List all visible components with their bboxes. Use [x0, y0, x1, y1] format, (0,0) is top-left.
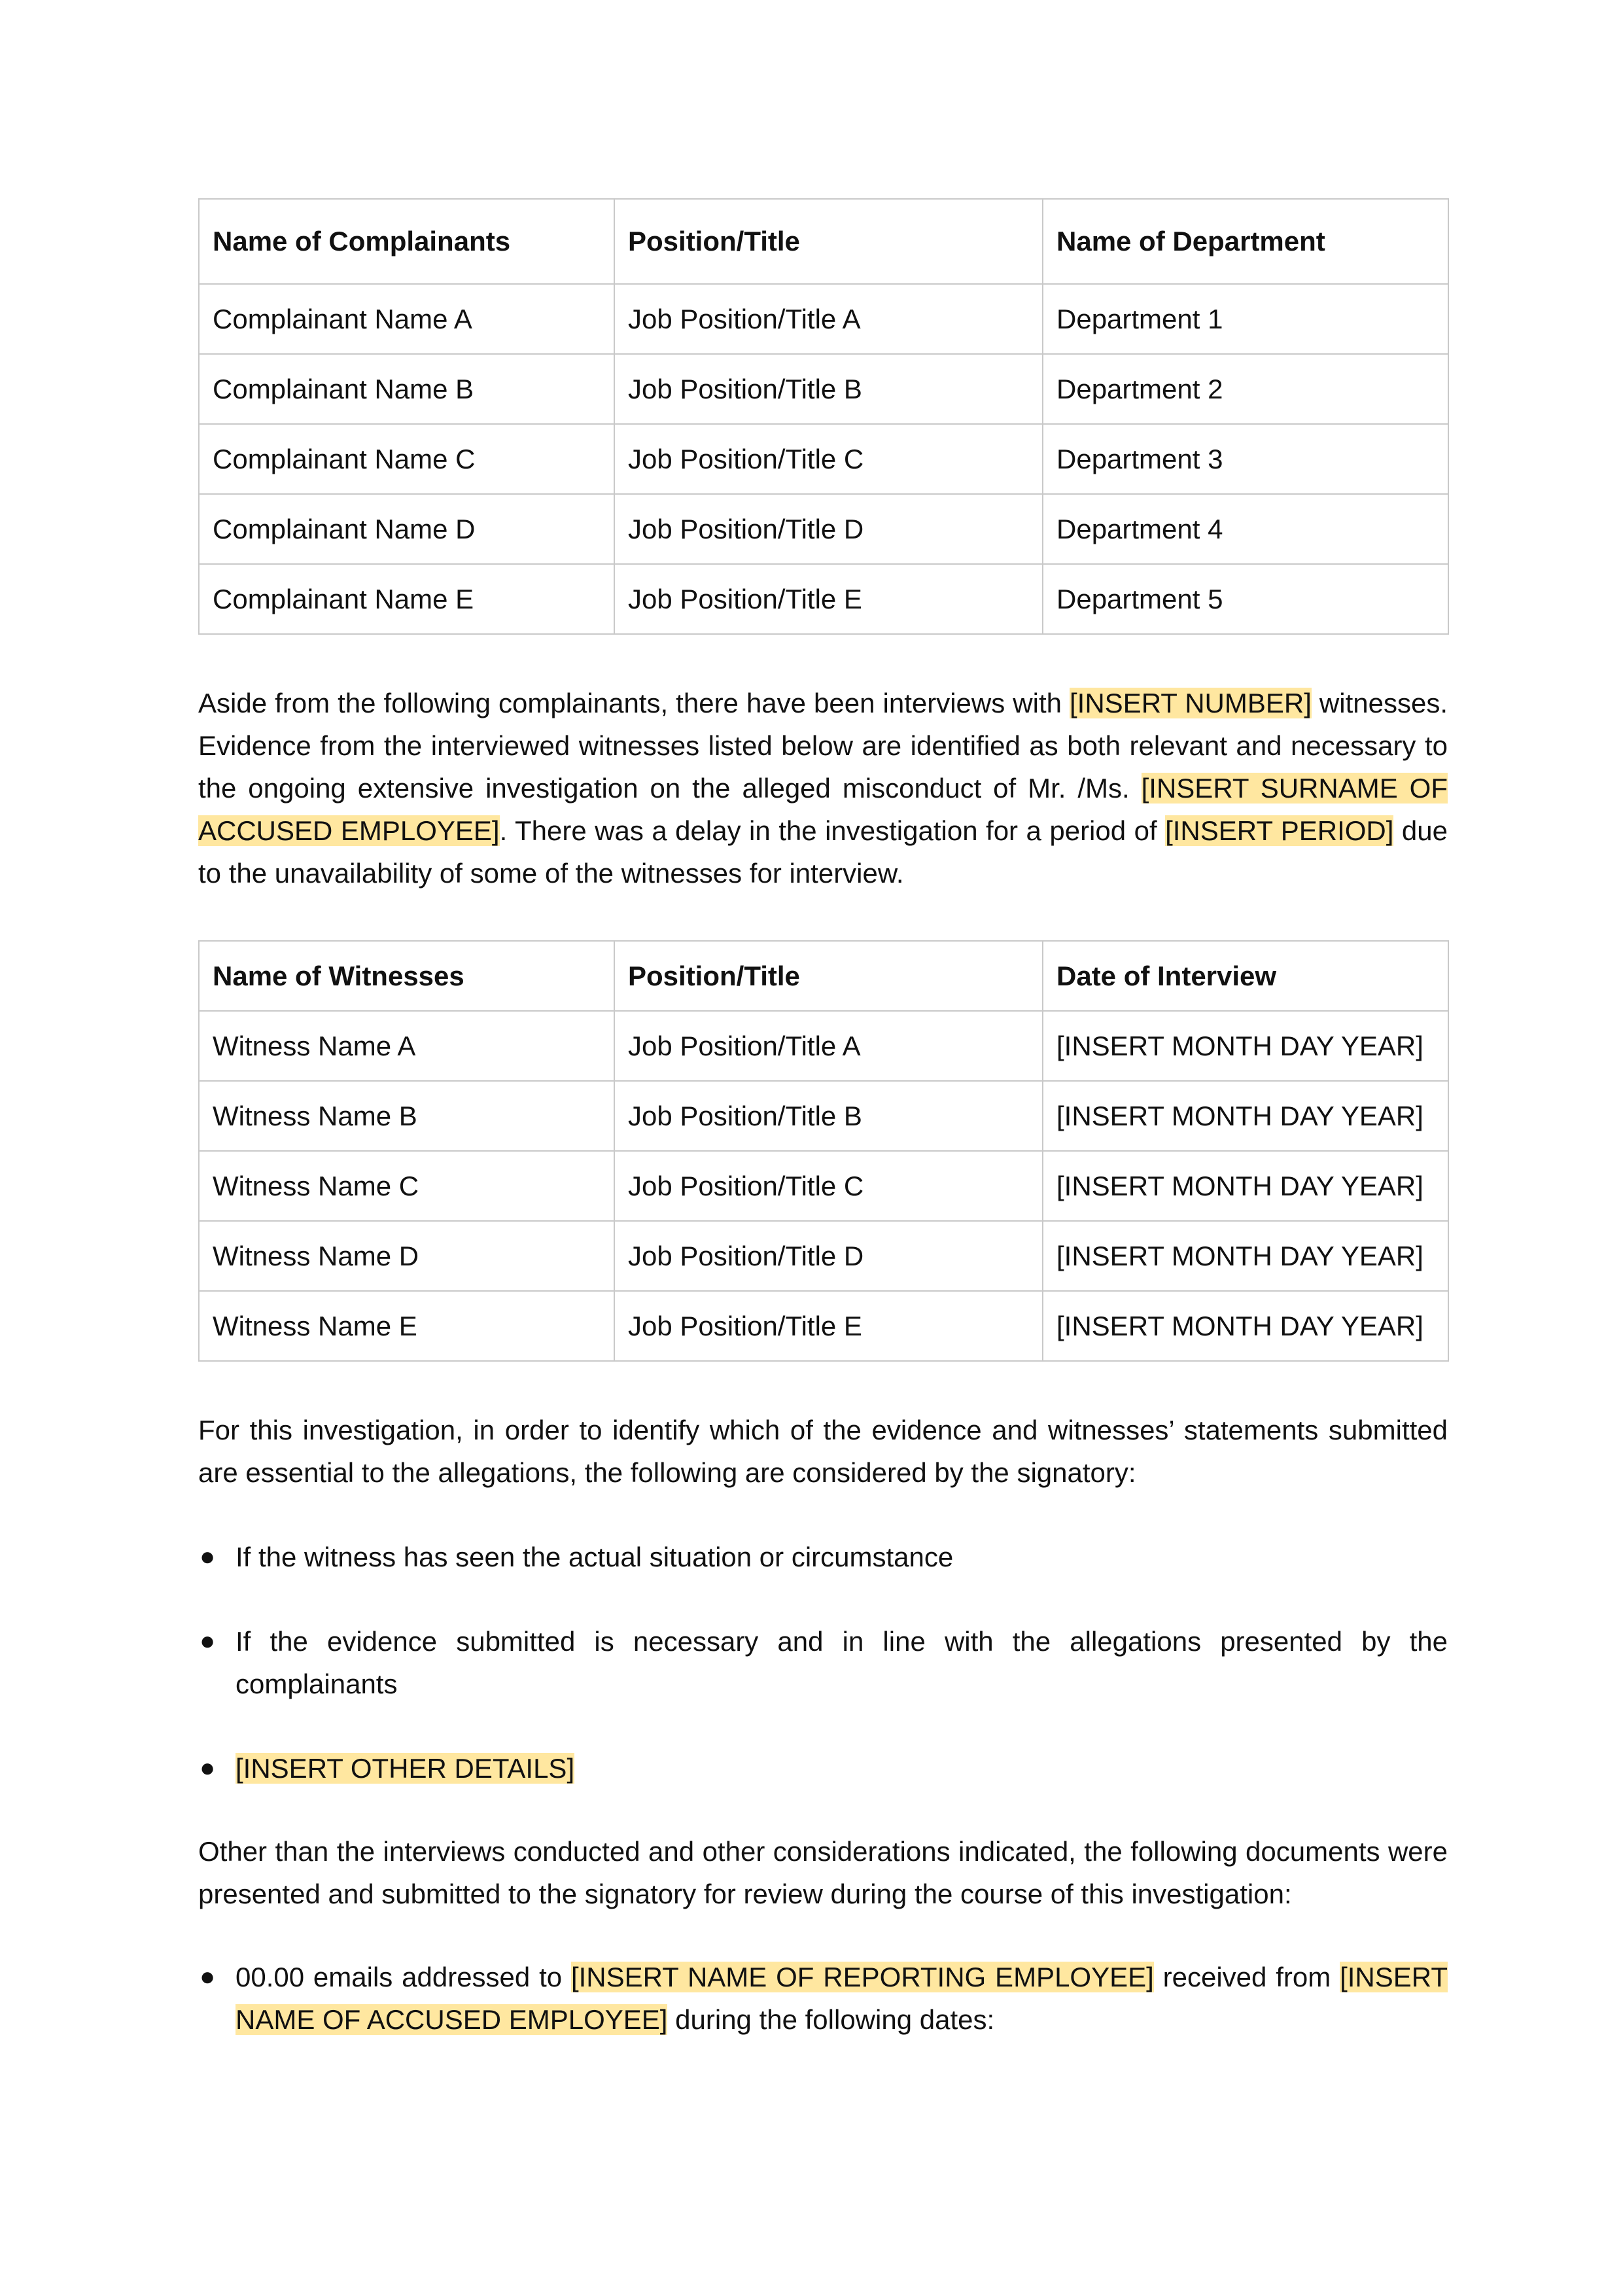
page-content [198, 198, 1448, 2041]
list-item-text: If the witness has seen the actual situation or circumstance [236, 1542, 954, 1572]
position-cell: Job Position/Title C [614, 424, 1043, 494]
witness-name-cell: Witness Name B [199, 1081, 614, 1151]
interview-date-cell: [INSERT MONTH DAY YEAR] [1043, 1081, 1448, 1151]
table-row [199, 1151, 1448, 1221]
department-cell: Department 3 [1043, 424, 1448, 494]
department-cell: Department 4 [1043, 494, 1448, 564]
placeholder-insert-number: [INSERT NUMBER] [1070, 688, 1312, 718]
header-date-of-interview: Date of Interview [1043, 941, 1448, 1011]
table-row [199, 284, 1448, 354]
header-position-title: Position/Title [614, 199, 1043, 284]
bullet-icon: ● [200, 1754, 216, 1782]
interview-date-cell: [INSERT MONTH DAY YEAR] [1043, 1291, 1448, 1361]
position-cell: Job Position/Title B [614, 354, 1043, 424]
table-row [199, 1291, 1448, 1361]
list-item-text: during the following dates: [667, 2004, 995, 2035]
witness-interview-paragraph [198, 682, 1448, 894]
table-row [199, 1221, 1448, 1291]
paragraph-text: witnesses. Evidence from the interviewed witnesses listed below are identified as both relevant and necessary to the ongoing extensive investigation on the alleged misconduct of Mr. /Ms. [198, 688, 1448, 804]
department-cell: Department 1 [1043, 284, 1448, 354]
list-item-text: If the evidence submitted is necessary and in line with the allegations presented by the complainants [236, 1626, 1448, 1699]
bullet-icon: ● [200, 1542, 216, 1571]
paragraph-text: . There was a delay in the investigation for a period of [499, 815, 1166, 846]
list-item [198, 1956, 1448, 2041]
placeholder-reporting-employee: [INSERT NAME OF REPORTING EMPLOYEE] [570, 1962, 1154, 1992]
witness-name-cell: Witness Name C [199, 1151, 614, 1221]
header-name-of-witnesses: Name of Witnesses [199, 941, 614, 1011]
complainant-name-cell: Complainant Name D [199, 494, 614, 564]
list-item [198, 1747, 1448, 1790]
witness-name-cell: Witness Name A [199, 1011, 614, 1081]
header-name-of-complainants: Name of Complainants [199, 199, 614, 284]
table-row [199, 1011, 1448, 1081]
table-row [199, 494, 1448, 564]
department-cell: Department 5 [1043, 564, 1448, 634]
complainant-name-cell: Complainant Name C [199, 424, 614, 494]
table-header-row [199, 199, 1448, 284]
table-row [199, 424, 1448, 494]
criteria-list [198, 1536, 1448, 1790]
interview-date-cell: [INSERT MONTH DAY YEAR] [1043, 1151, 1448, 1221]
position-cell: Job Position/Title E [614, 564, 1043, 634]
list-item [198, 1536, 1448, 1578]
position-cell: Job Position/Title D [614, 494, 1043, 564]
position-cell: Job Position/Title E [614, 1291, 1043, 1361]
placeholder-other-details: [INSERT OTHER DETAILS] [236, 1753, 575, 1784]
paragraph-text: due to the unavailability of some of the witnesses for interview. [198, 815, 1448, 889]
complainants-table [198, 198, 1449, 635]
paragraph-text: Aside from the following complainants, there have been interviews with [198, 688, 1070, 718]
header-name-of-department: Name of Department [1043, 199, 1448, 284]
table-row [199, 1081, 1448, 1151]
complainant-name-cell: Complainant Name A [199, 284, 614, 354]
documents-list [198, 1956, 1448, 2041]
bullet-icon: ● [200, 1627, 216, 1655]
position-cell: Job Position/Title D [614, 1221, 1043, 1291]
placeholder-insert-period: [INSERT PERIOD] [1165, 815, 1394, 846]
header-position-title: Position/Title [614, 941, 1043, 1011]
position-cell: Job Position/Title A [614, 1011, 1043, 1081]
interview-date-cell: [INSERT MONTH DAY YEAR] [1043, 1011, 1448, 1081]
bullet-icon: ● [200, 1962, 216, 1991]
table-header-row [199, 941, 1448, 1011]
table-row [199, 564, 1448, 634]
complainant-name-cell: Complainant Name E [199, 564, 614, 634]
complainant-name-cell: Complainant Name B [199, 354, 614, 424]
position-cell: Job Position/Title B [614, 1081, 1043, 1151]
list-item-text: received from [1153, 1962, 1340, 1992]
list-item [198, 1620, 1448, 1705]
witnesses-table [198, 940, 1449, 1362]
witness-name-cell: Witness Name E [199, 1291, 614, 1361]
position-cell: Job Position/Title A [614, 284, 1043, 354]
placeholder-accused-surname: [INSERT SURNAME OF ACCUSED EMPLOYEE] [198, 773, 1448, 846]
table-row [199, 354, 1448, 424]
witness-name-cell: Witness Name D [199, 1221, 614, 1291]
placeholder-accused-employee: [INSERT NAME OF ACCUSED EMPLOYEE] [236, 1962, 1448, 2035]
position-cell: Job Position/Title C [614, 1151, 1043, 1221]
department-cell: Department 2 [1043, 354, 1448, 424]
documents-paragraph: Other than the interviews conducted and other considerations indicated, the following documents were presented and submitted to the signatory for review during the course of this investigation: [198, 1836, 1448, 1909]
interview-date-cell: [INSERT MONTH DAY YEAR] [1043, 1221, 1448, 1291]
list-item-text: 00.00 emails addressed to [236, 1962, 571, 1992]
evidence-criteria-paragraph: For this investigation, in order to identify which of the evidence and witnesses’ statements submitted are essential to the allegations, the following are considered by the signatory: [198, 1415, 1448, 1488]
